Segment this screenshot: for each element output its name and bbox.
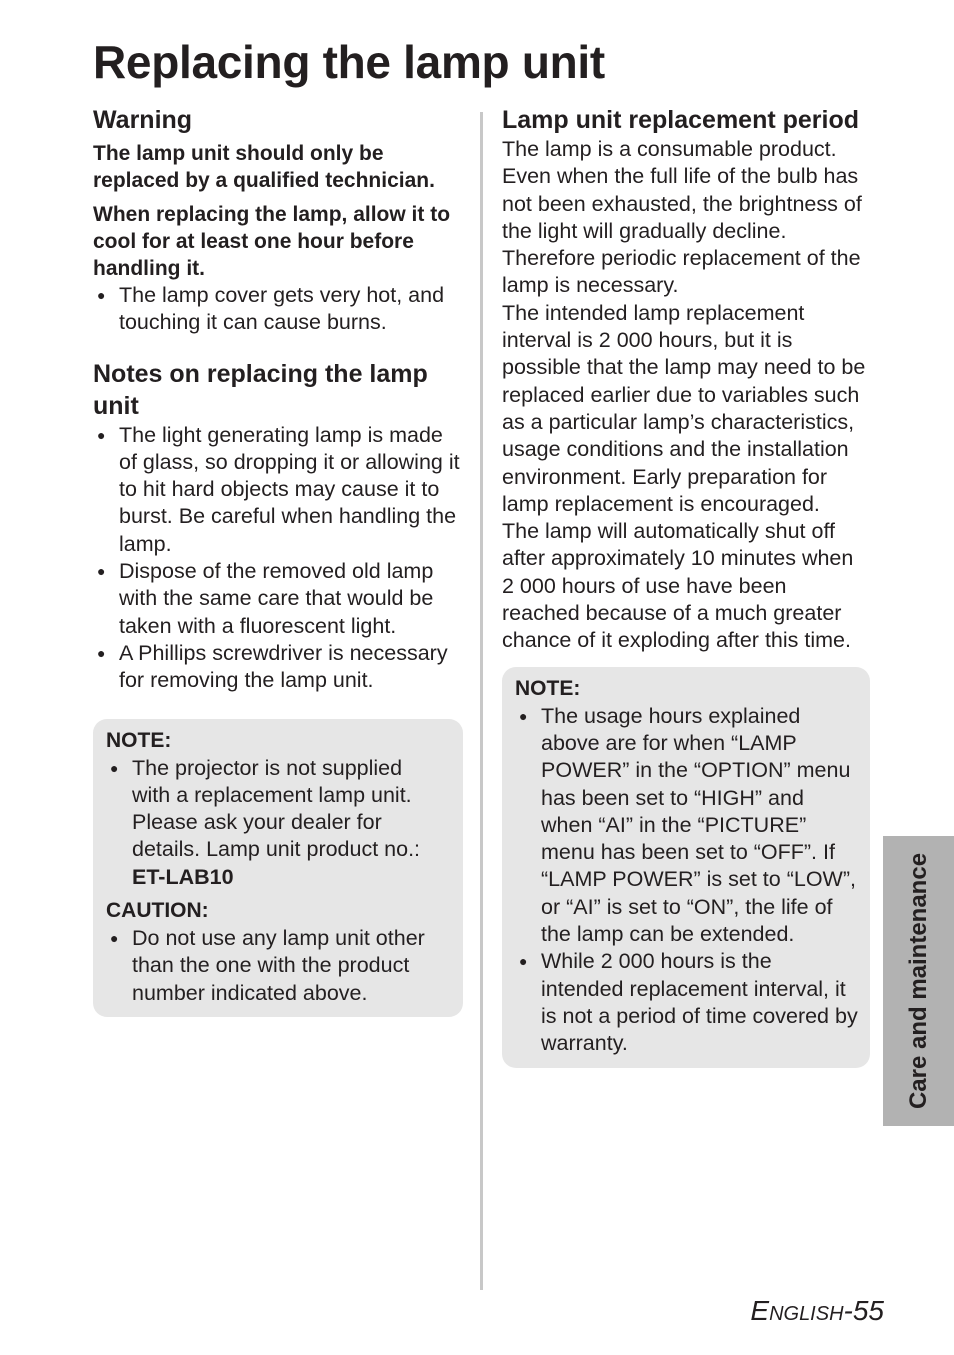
note-caution-box bbox=[93, 719, 463, 1017]
page-number bbox=[750, 1295, 884, 1327]
list-item: ● The lamp cover gets very hot, and touching it can cause burns. bbox=[93, 282, 463, 337]
paragraph: The intended lamp replacement interval is 2 000 hours, but it is possible that the lamp may need to be replaced earlier due to variables such as a particular lamp’s characteristics, usage conditions and the installation environment. Early preparation for lamp replacement is encouraged. bbox=[502, 300, 866, 516]
list-item: ● While 2 000 hours is the intended replacement interval, it is not a period of time covered by warranty. bbox=[515, 948, 860, 1057]
list-item: ● The light generating lamp is made of glass, so dropping it or allowing it to hit hard objects may cause it to burst. Be careful when handling the lamp. bbox=[93, 422, 463, 558]
replacement-period-heading: Lamp unit replacement period bbox=[502, 106, 860, 134]
caution-bullet-list bbox=[106, 925, 445, 1007]
caution-heading: CAUTION: bbox=[106, 899, 209, 923]
note-box bbox=[502, 667, 870, 1068]
list-item: ● Dispose of the removed old lamp with the same care that would be taken with a fluorescent light. bbox=[93, 558, 463, 640]
list-item: ● The usage hours explained above are for when “LAMP POWER” in the “OPTION” menu has been set to “HIGH” and when “AI” in the “PICTURE” menu has been set to “OFF”. If “LAMP POWER” is set to “LOW”, or “AI” is set to “ON”, the life of the lamp can be extended. bbox=[515, 703, 860, 949]
side-tab-label: Care and maintenance bbox=[904, 852, 932, 1110]
paragraph: The lamp will automatically shut off after approximately 10 minutes when 2 000 hours of use have been reached because of a much greater chance of it exploding after this time. bbox=[502, 519, 854, 653]
warning-cool-down: When replacing the lamp, allow it to cool for at least one hour before handling it. bbox=[93, 203, 451, 280]
page-number-value: -55 bbox=[843, 1295, 884, 1326]
product-number: ET-LAB10 bbox=[132, 864, 234, 889]
language-initial: E bbox=[750, 1295, 770, 1326]
notes-section bbox=[93, 358, 463, 695]
list-item bbox=[106, 755, 445, 891]
notes-heading: Notes on replacing the lamp unit bbox=[93, 359, 428, 420]
page-title: Replacing the lamp unit bbox=[93, 36, 605, 88]
note-heading: NOTE: bbox=[106, 728, 172, 752]
warning-heading: Warning bbox=[93, 106, 193, 134]
list-item: ● A Phillips screwdriver is necessary for removing the lamp unit. bbox=[93, 640, 463, 695]
warning-section bbox=[93, 104, 463, 337]
column-divider bbox=[480, 112, 483, 1290]
replacement-period-section bbox=[502, 104, 870, 655]
note-text: The projector is not supplied with a replacement lamp unit. Please ask your dealer for details. Lamp unit product no.: bbox=[132, 755, 421, 862]
left-column bbox=[93, 104, 463, 1017]
list-item: ● Do not use any lamp unit other than the one with the product number indicated above. bbox=[106, 925, 445, 1007]
note-bullet-list bbox=[515, 703, 860, 1058]
section-side-tab bbox=[883, 836, 954, 1126]
note-heading: NOTE: bbox=[515, 676, 581, 700]
warning-bullet-list bbox=[93, 282, 463, 337]
language-rest: NGLISH bbox=[769, 1303, 844, 1325]
warning-qualified-technician: The lamp unit should only be replaced by a qualified technician. bbox=[93, 142, 435, 192]
notes-bullet-list bbox=[93, 422, 463, 695]
note-bullet-list bbox=[106, 755, 445, 891]
paragraph: The lamp is a consumable product. Even when the full life of the bulb has not been exhausted, the brightness of the light will gradually decline. Therefore periodic replacement of the lamp is necessary. bbox=[502, 137, 862, 298]
right-column bbox=[502, 104, 870, 1068]
